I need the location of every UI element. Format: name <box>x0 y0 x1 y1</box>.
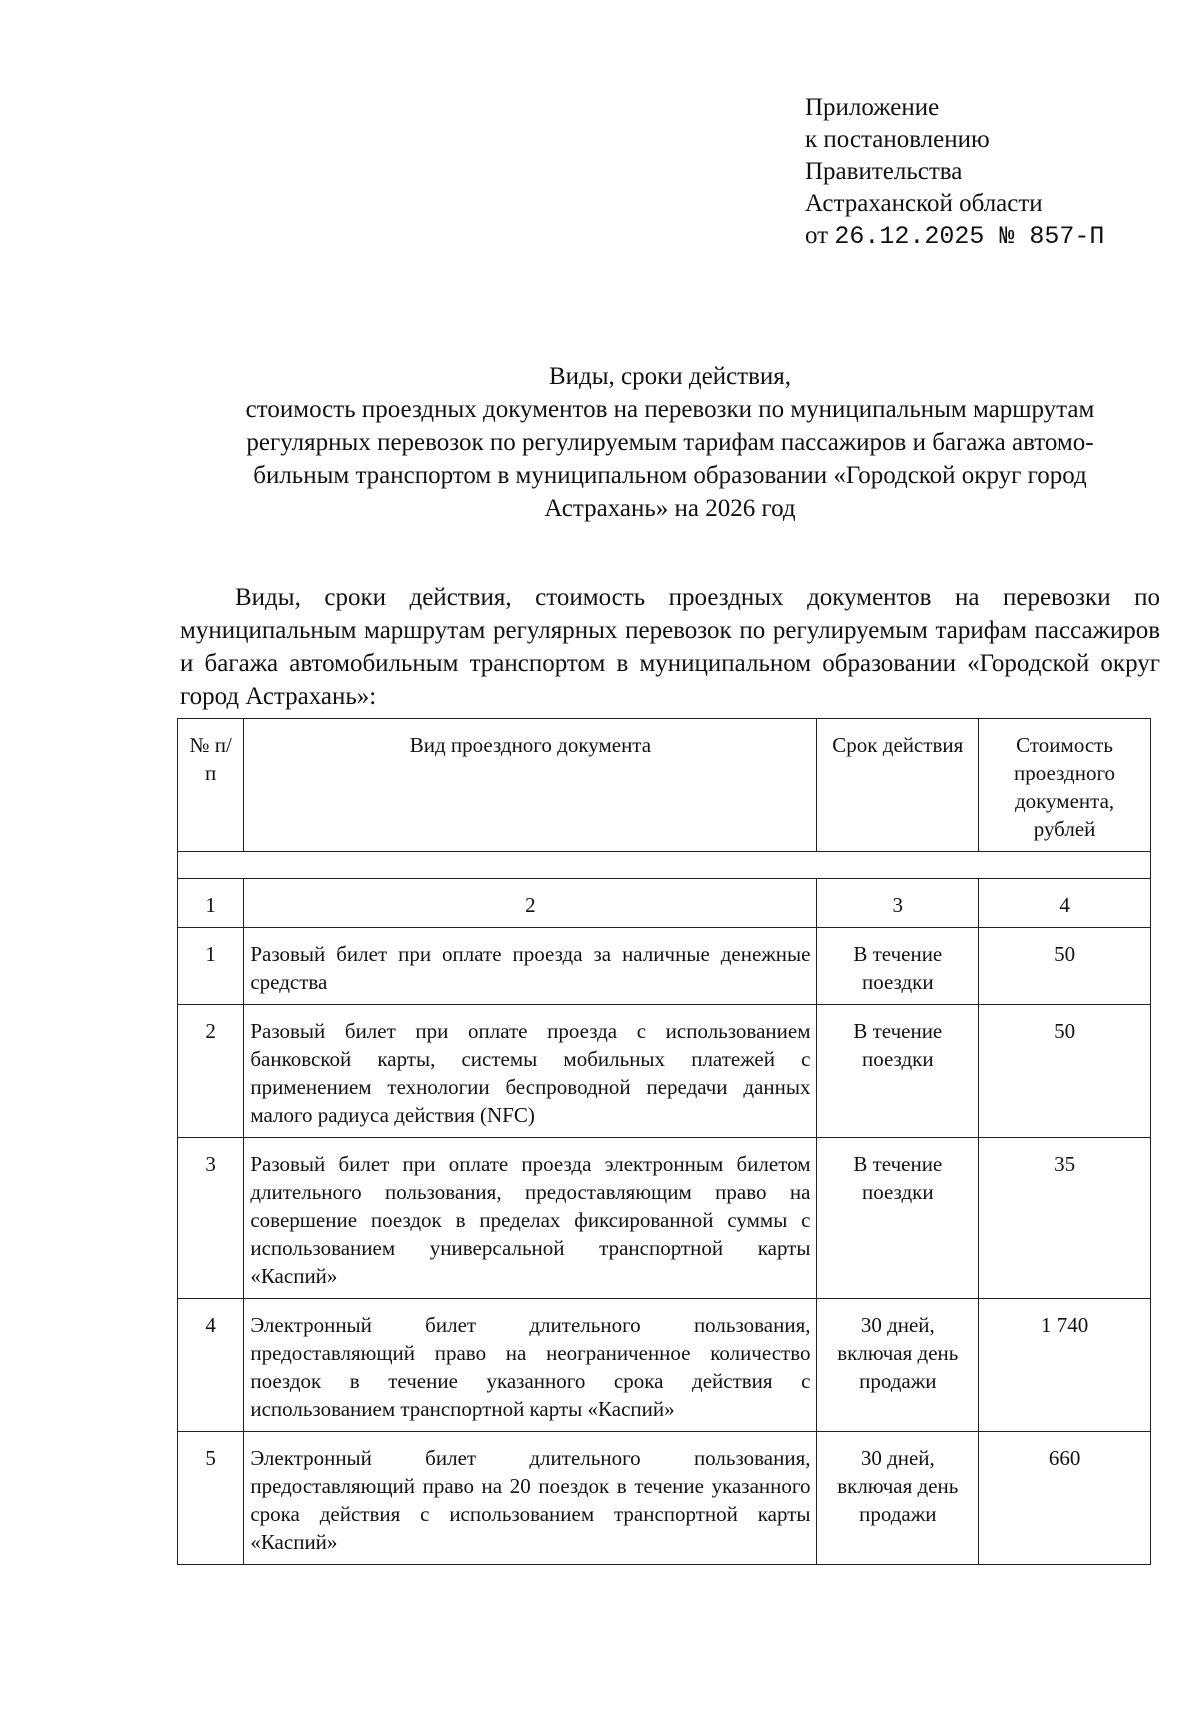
table-row <box>178 1432 1151 1565</box>
column-index: 4 <box>979 879 1151 928</box>
table-row <box>178 928 1151 1005</box>
row-num: 4 <box>178 1299 244 1432</box>
row-kind: Разовый билет при оплате проезда с использованием банковской карты, системы мобильных платежей с применением технологии беспроводной передачи данных малого радиуса действия (NFC) <box>244 1005 817 1138</box>
table-row <box>178 1299 1151 1432</box>
row-term: В течение поездки <box>817 1005 979 1138</box>
table-row <box>178 1138 1151 1299</box>
annex-line: Астраханской области <box>805 190 1043 217</box>
row-cost: 660 <box>979 1432 1151 1565</box>
fares-table <box>177 718 1151 1565</box>
row-cost: 1 740 <box>979 1299 1151 1432</box>
row-term: В течение поездки <box>817 928 979 1005</box>
annex-line: к постановлению <box>805 126 990 153</box>
title-line: регулярных перевозок по регулируемым тарифам пассажиров и багажа автомо- <box>246 429 1094 456</box>
row-kind: Разовый билет при оплате проезда электронным билетом длительного пользования, предоставляющим право на совершение поездок в пределах фиксированной суммы с использованием универсальной транспортной карты «Каспий» <box>244 1138 817 1299</box>
annex-date-number: 26.12.2025 № 857-П <box>834 222 1105 251</box>
annex-line: Правительства <box>805 158 963 185</box>
title-line: Астрахань» на 2026 год <box>544 495 796 522</box>
title-line: стоимость проездных документов на перевозки по муниципальным маршрутам <box>245 396 1095 423</box>
row-term: В течение поездки <box>817 1138 979 1299</box>
row-term: 30 дней, включая день продажи <box>817 1432 979 1565</box>
row-num: 3 <box>178 1138 244 1299</box>
title-line: Виды, сроки действия, <box>548 363 792 390</box>
row-cost: 50 <box>979 928 1151 1005</box>
row-term: 30 дней, включая день продажи <box>817 1299 979 1432</box>
column-index: 3 <box>817 879 979 928</box>
annex-date-line <box>805 220 1104 253</box>
column-index: 2 <box>244 879 817 928</box>
column-index: 1 <box>178 879 244 928</box>
row-num: 2 <box>178 1005 244 1138</box>
row-cost: 35 <box>979 1138 1151 1299</box>
header-kind: Вид проездного документа <box>244 719 817 852</box>
row-num: 5 <box>178 1432 244 1565</box>
annex-header <box>805 92 1104 253</box>
intro-paragraph: Виды, сроки действия, стоимость проездных документов на перевозки по муниципальным маршрутам регулярных перевозок по регулируемым тарифам пассажиров и багажа автомобильным транспортом в муниципальном образовании «Городской округ город Астрахань»: <box>180 584 1160 710</box>
document-title <box>180 360 1160 525</box>
title-line: бильным транспортом в муниципальном образовании «Городской округ город <box>253 462 1087 489</box>
row-kind: Электронный билет длительного пользования, предоставляющий право на 20 поездок в течение указанного срока действия с использованием транспортной карты «Каспий» <box>244 1432 817 1565</box>
column-index-row <box>178 879 1151 928</box>
table-spacer <box>178 852 1151 879</box>
table-header-row <box>178 719 1151 852</box>
annex-line: Приложение <box>805 94 940 121</box>
header-cost: Стоимость проездного документа, рублей <box>979 719 1151 852</box>
header-term: Срок действия <box>817 719 979 852</box>
row-num: 1 <box>178 928 244 1005</box>
row-kind: Электронный билет длительного пользования, предоставляющий право на неограниченное количество поездок в течение указанного срока действия с использованием транспортной карты «Каспий» <box>244 1299 817 1432</box>
row-kind: Разовый билет при оплате проезда за наличные денежные средства <box>244 928 817 1005</box>
table-row <box>178 1005 1151 1138</box>
row-cost: 50 <box>979 1005 1151 1138</box>
header-num: № п/п <box>178 719 244 852</box>
annex-date-prefix: от <box>805 222 829 249</box>
